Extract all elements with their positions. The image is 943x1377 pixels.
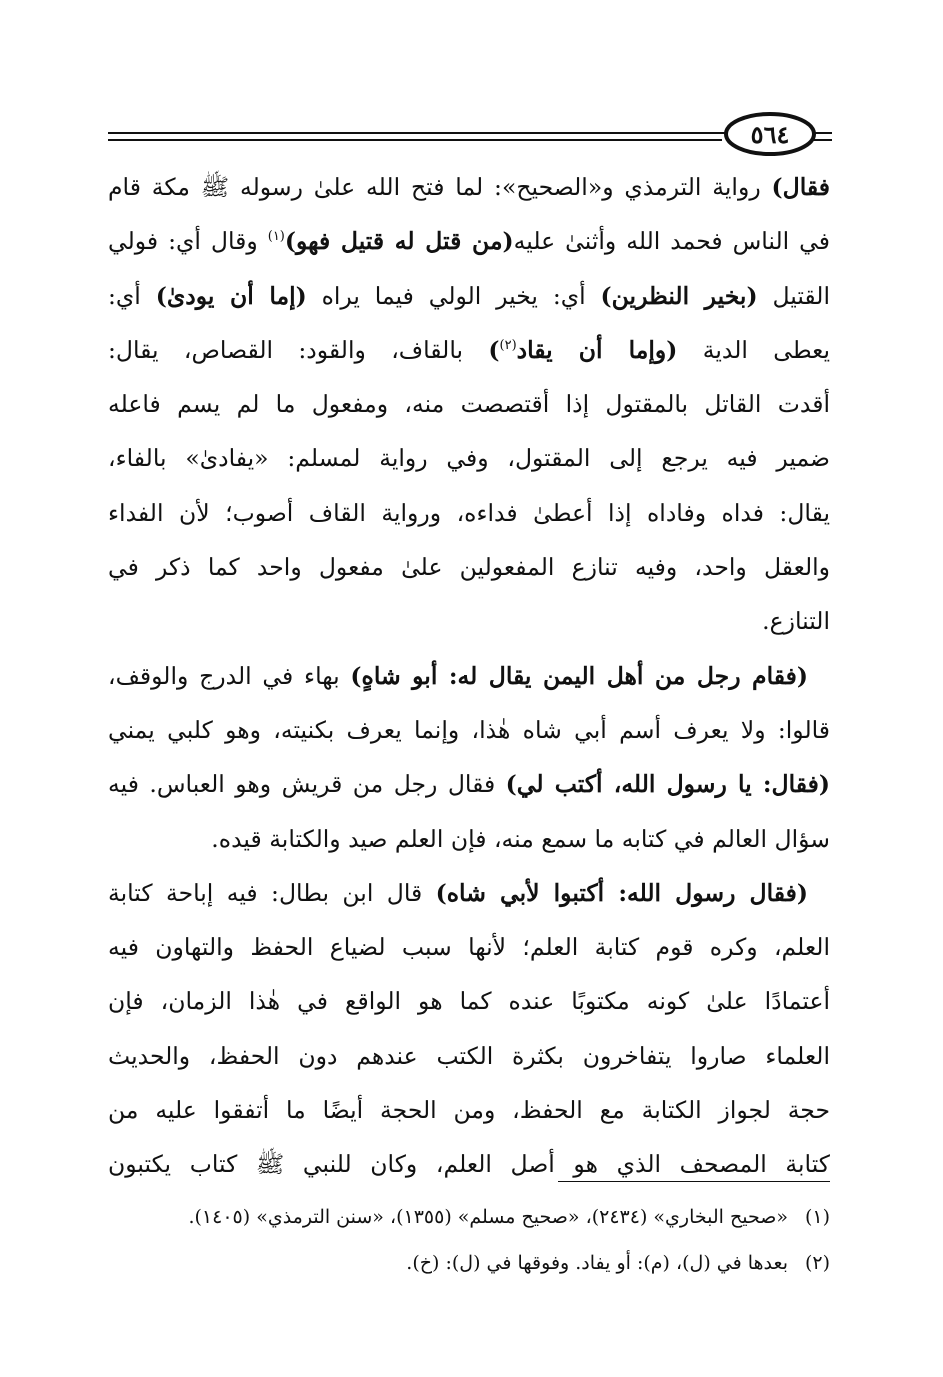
text-run: وقال: [200, 227, 268, 256]
text-run: أي: فولي: [108, 227, 201, 256]
footnote-ref: (٢): [499, 338, 517, 354]
bold-phrase: (إما أن يودىٰ): [155, 281, 307, 310]
text-run: والعقل واحد، وفيه تنازع المفعولين علىٰ مفعول واحد كما ذكر في: [108, 553, 830, 582]
text-run: سؤال العالم في كتابه ما سمع منه، فإن العلم صيد والكتابة قيده.: [211, 824, 830, 853]
text-line: [108, 1083, 830, 1137]
text-run: التنازع.: [762, 607, 830, 636]
text-line: [108, 269, 830, 323]
text-line: [108, 377, 830, 431]
text-run: رواية الترمذي و«الصحيح»: لما فتح الله علىٰ رسوله ﷺ مكة قام: [108, 173, 772, 201]
text-line: [108, 812, 830, 866]
page-number: ٥٦٤: [750, 119, 790, 149]
text-run: قال ابن بطال: فيه إباحة كتابة: [108, 878, 436, 907]
text-run: يقال: فداه وفاداه إذا أعطىٰ فداءه، ورواية القاف أصوب؛ لأن الفداء: [108, 498, 830, 527]
text-line: [108, 160, 830, 214]
main-text: [108, 160, 830, 1192]
footnote-number: (١): [804, 1206, 830, 1228]
footnote-ref: (١): [267, 229, 285, 245]
footnote: [108, 1194, 830, 1240]
text-line: [108, 866, 830, 920]
footnote-text: «صحيح البخاري» (٢٤٣٤)، «صحيح مسلم» (١٣٥٥)، «سنن الترمذي» (١٤٠٥).: [188, 1206, 788, 1228]
text-line: [108, 431, 830, 485]
text-run: أقدت القاتل بالمقتول إذا أقتصصت منه، ومفعول ما لم يسم فاعله: [108, 390, 830, 419]
text-line: [108, 757, 830, 811]
text-line: [108, 649, 830, 703]
text-line: [108, 323, 830, 377]
text-line: [108, 594, 830, 648]
text-run: أي:: [108, 281, 156, 310]
page-header: [0, 0, 943, 170]
footnote-text: بعدها في (ل)، (م): أو يفاد. وفوقها في (ل): (خ).: [406, 1252, 788, 1274]
text-run: في الناس فحمد الله وأثنىٰ عليه: [513, 227, 830, 256]
footnote-separator: [558, 1181, 830, 1182]
text-run: قالوا: ولا يعرف أسم أبي شاه هٰذا، وإنما يعرف بكنيته، وهو كلبي يمني: [108, 715, 830, 744]
text-run: أي: يخير الولي فيما يراه: [306, 281, 601, 310]
footnotes: [108, 1194, 830, 1286]
text-run: كتابة المصحف الذي هو أصل العلم، وكان للنبي ﷺ كتاب يكتبون: [108, 1150, 830, 1179]
text-line: [108, 974, 830, 1028]
text-run: حجة لجواز الكتابة مع الحفظ، ومن الحجة أيضًا ما أتفقوا عليه من: [108, 1096, 830, 1125]
bold-phrase: (فقام رجل من أهل اليمن يقال له: أبو شاهٍ): [350, 661, 808, 690]
text-line: [108, 214, 830, 268]
bold-phrase: (وإما أن يقاد: [516, 335, 678, 364]
text-line: [108, 1029, 830, 1083]
text-run: بهاء في الدرج والوقف،: [108, 661, 351, 690]
bold-phrase: فقال): [771, 173, 830, 201]
text-run: ضمير فيه يرجع إلى المقتول، وفي رواية لمسلم: «يفادىٰ» بالفاء،: [108, 444, 830, 473]
text-line: [108, 1137, 830, 1191]
text-run: أعتمادًا علىٰ كونه مكتوبًا عنده كما هو الواقع في هٰذا الزمان، فإن: [108, 987, 830, 1016]
bold-phrase: ): [488, 335, 500, 364]
text-line: [108, 540, 830, 594]
text-run: القتيل: [757, 281, 830, 310]
text-line: [108, 486, 830, 540]
text-line: [108, 920, 830, 974]
footnote-number: (٢): [804, 1252, 830, 1274]
text-line: [108, 703, 830, 757]
text-run: يعطى الدية: [677, 335, 830, 364]
bold-phrase: (بخير النظرين): [600, 281, 758, 310]
text-run: العلماء صاروا يتفاخرون بكثرة الكتب عندهم دون الحفظ، والحديث: [108, 1041, 830, 1070]
bold-phrase: (من قتل له قتيل فهو): [284, 227, 514, 256]
text-run: العلم، وكره قوم كتابة العلم؛ لأنها سبب لضياع الحفظ والتهاون فيه: [108, 933, 830, 962]
text-run: بالقاف، والقود: القصاص، يقال:: [108, 335, 489, 364]
text-run: فقال رجل من قريش وهو العباس. فيه: [108, 770, 506, 799]
footnote: [108, 1240, 830, 1286]
bold-phrase: (فقال رسول الله: أكتبوا لأبي شاه): [435, 878, 808, 907]
bold-phrase: (فقال: يا رسول الله، أكتب لي): [505, 770, 830, 799]
